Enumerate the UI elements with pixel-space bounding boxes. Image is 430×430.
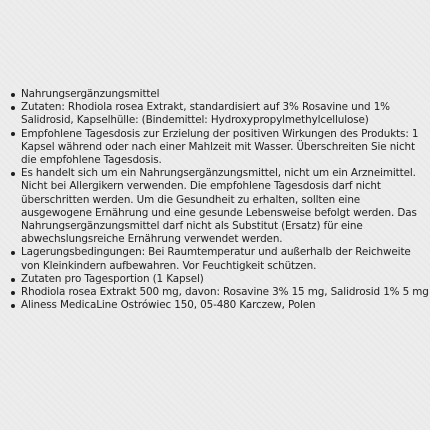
list-item-daily-dose	[13, 128, 430, 168]
list-item-text: Aliness MedicaLine Ostrówiec 150, 05-480 Karczew, Polen	[21, 299, 316, 312]
bullet-icon	[11, 304, 15, 308]
bullet-icon	[11, 132, 15, 136]
list-item-ingredients	[13, 101, 430, 127]
list-item-per-portion-heading	[13, 273, 430, 286]
list-item-product-type	[13, 88, 430, 101]
bullet-icon	[11, 106, 15, 110]
bullet-icon	[11, 93, 15, 97]
list-item-text: Zutaten: Rhodiola rosea Extrakt, standardisiert auf 3% Rosavine und 1% Salidrosid, Kapselhülle: (Bindemittel: Hydroxypropylmethylcellulose)	[21, 101, 390, 127]
list-item-per-portion-values	[13, 286, 430, 299]
bullet-icon	[11, 278, 15, 282]
list-item-text: Lagerungsbedingungen: Bei Raumtemperatur und außerhalb der Reichweite von Kleinkindern aufbewahren. Vor Feuchtigkeit schützen.	[21, 246, 411, 272]
list-item-text: Rhodiola rosea Extrakt 500 mg, davon: Rosavine 3% 15 mg, Salidrosid 1% 5 mg	[21, 286, 429, 299]
bullet-icon	[11, 291, 15, 295]
list-item-text: Empfohlene Tagesdosis zur Erzielung der positiven Wirkungen des Produkts: 1 Kapsel während oder nach einer Mahlzeit mit Wasser. Überschreiten Sie nicht die empfohlene Tagesdosis.	[21, 127, 419, 167]
product-label-text	[0, 88, 430, 358]
list-item-manufacturer	[13, 299, 430, 312]
bullet-icon	[11, 172, 15, 176]
list-item-warnings	[13, 167, 430, 246]
list-item-storage	[13, 246, 430, 272]
label-bullet-list	[0, 88, 430, 312]
list-item-text: Zutaten pro Tagesportion (1 Kapsel)	[21, 272, 204, 285]
list-item-text: Nahrungsergänzungsmittel	[21, 88, 160, 100]
list-item-text: Es handelt sich um ein Nahrungsergänzungsmittel, nicht um ein Arzneimittel. Nicht bei Allergikern verwenden. Die empfohlene Tagesdosis darf nicht überschritten werden. Um die Gesundheit zu erhalten, sollten eine ausgewogene Ernährung und eine gesunde Lebensweise befolgt werden. Das Nahrungsergänzungsmittel darf nicht als Substitut (Ersatz) für eine abwechslungsreiche Ernährung verwendet werden.	[21, 167, 417, 246]
bullet-icon	[11, 251, 15, 255]
